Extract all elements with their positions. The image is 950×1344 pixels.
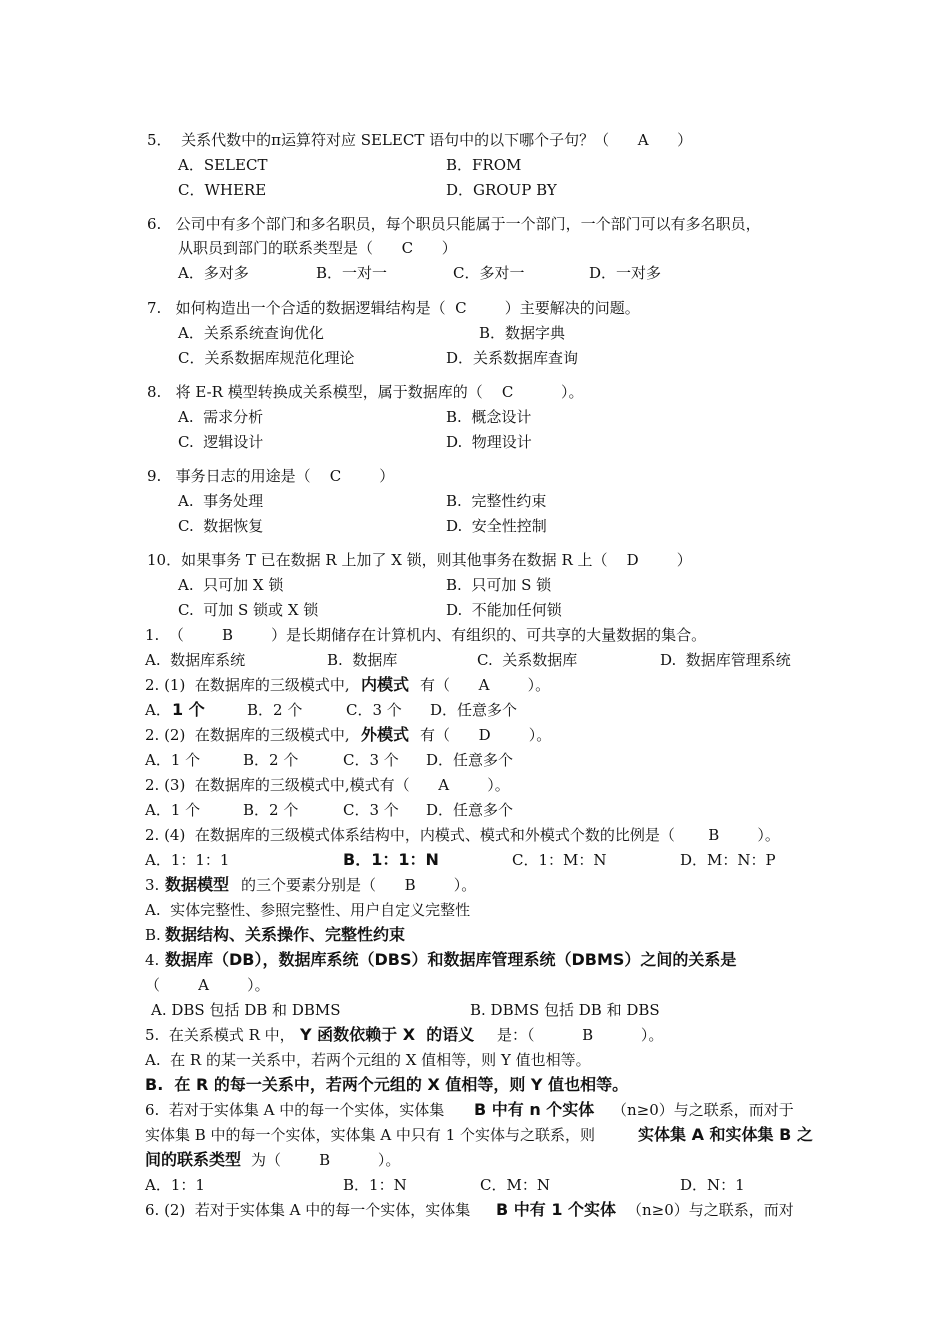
text-line: B．2 个 [243, 801, 299, 819]
text-line: 2. (1) 在数据库的三级模式中, [145, 676, 350, 694]
text-line: 2. (3) 在数据库的三级模式中,模式有（ A ）。 [145, 776, 510, 794]
text-line: D. 安全性控制 [446, 517, 547, 535]
text-line: 外模式 [361, 725, 410, 744]
text-line: B．2 个 [247, 701, 303, 719]
text-line: （ A ）。 [145, 976, 270, 994]
text-line: B. [145, 926, 161, 944]
text-line: C. 数据恢复 [178, 517, 264, 535]
text-line: 是：（ B ）。 [497, 1026, 664, 1044]
text-line: 数据结构、关系操作、完整性约束 [165, 925, 406, 944]
text-line: 2. (2) 在数据库的三级模式中, [145, 726, 350, 744]
text-line: （n≥0）与之联系，而对于 [612, 1101, 794, 1119]
text-line: A. 事务处理 [178, 492, 264, 510]
text-line: 实体集 A 和实体集 B 之 [638, 1125, 813, 1144]
text-line: 4. [145, 951, 160, 969]
text-line: B. DBMS 包括 DB 和 DBS [470, 1001, 660, 1019]
text-line: A．1 个 [145, 751, 201, 769]
text-line: D．关系数据库查询 [446, 349, 579, 367]
text-line: D．任意多个 [426, 751, 514, 769]
text-line: C．M：N [480, 1176, 550, 1194]
text-line: C．3 个 [343, 801, 399, 819]
text-line: 实体集 B 中的每一个实体，实体集 A 中只有 1 个实体与之联系，则 [145, 1126, 596, 1144]
text-line: B．FROM [446, 156, 522, 174]
text-line: C. 关系数据库 [477, 651, 578, 669]
text-line: 从职员到部门的联系类型是（ C ） [178, 239, 457, 257]
text-line: 5． 关系代数中的π运算符对应 SELECT 语句中的以下哪个子句？（ A ） [147, 131, 693, 149]
text-line: （n≥0）与之联系，而对 [627, 1201, 794, 1219]
text-line: D. 不能加任何锁 [446, 601, 562, 619]
text-line: C．WHERE [178, 181, 267, 199]
text-line: A．关系系统查询优化 [178, 324, 324, 342]
text-line: A. 在 R 的某一关系中，若两个元组的 X 值相等，则 Y 值也相等。 [145, 1051, 591, 1069]
text-line: A. 数据库系统 [145, 651, 246, 669]
text-line: 的三个要素分别是（ B ）。 [241, 876, 477, 894]
text-line: D．GROUP BY [446, 181, 557, 199]
text-line: 间的联系类型 [145, 1150, 242, 1169]
text-line: C．3 个 [346, 701, 402, 719]
text-line: C. 可加 S 锁或 X 锁 [178, 601, 319, 619]
text-line: D．任意多个 [430, 701, 518, 719]
text-line: C. 逻辑设计 [178, 433, 264, 451]
text-line: C．1：M：N [512, 851, 607, 869]
text-line: D. 物理设计 [446, 433, 532, 451]
text-line: B．一对一 [316, 264, 388, 282]
text-line: B. 概念设计 [446, 408, 532, 426]
text-line: B．数据字典 [479, 324, 566, 342]
text-line: 3. [145, 876, 160, 894]
text-line: 2. (4) 在数据库的三级模式体系结构中，内模式、模式和外模式个数的比例是（ B ）。 [145, 826, 780, 844]
text-line: C．多对一 [453, 264, 525, 282]
text-line: 数据库（DB），数据库系统（DBS）和数据库管理系统（DBMS）之间的关系是 [165, 950, 737, 969]
text-line: C．关系数据库规范化理论 [178, 349, 355, 367]
text-line: 1. （ B ）是长期储存在计算机内、有组织的、可共享的大量数据的集合。 [145, 626, 707, 644]
text-line: A．1 个 [145, 801, 201, 819]
text-line: D．M：N：P [680, 851, 776, 869]
text-line: D．N：1 [680, 1176, 745, 1194]
text-line: 有（ A ）。 [420, 676, 551, 694]
text-line: 10．如果事务 T 已在数据 R 上加了 X 锁，则其他事务在数据 R 上（ D ） [147, 551, 692, 569]
text-line: 有（ D ）。 [420, 726, 552, 744]
text-line: 5. 在关系模式 R 中， [145, 1026, 295, 1044]
text-line: A． [145, 701, 171, 719]
text-line: 6. 若对于实体集 A 中的每一个实体，实体集 [145, 1101, 445, 1119]
text-line: A. DBS 包括 DB 和 DBMS [151, 1001, 341, 1019]
text-line: D．任意多个 [426, 801, 514, 819]
text-line: A．SELECT [178, 156, 268, 174]
text-line: B．1：N [343, 1176, 407, 1194]
text-line: B. 完整性约束 [446, 492, 547, 510]
text-line: A．多对多 [178, 264, 249, 282]
text-line: A. 只可加 X 锁 [178, 576, 284, 594]
text-line: D．一对多 [589, 264, 662, 282]
text-line: 8. 将 E-R 模型转换成关系模型，属于数据库的（ C ）。 [147, 383, 584, 401]
text-line: 为（ B ）。 [251, 1151, 401, 1169]
text-line: 数据模型 [165, 875, 230, 894]
text-line: A．1：1 [145, 1176, 205, 1194]
text-line: 6. 公司中有多个部门和多名职员，每个职员只能属于一个部门，一个部门可以有多名职员， [147, 215, 761, 233]
text-line: A. 实体完整性、参照完整性、用户自定义完整性 [145, 901, 471, 919]
text-line: C．3 个 [343, 751, 399, 769]
text-line: B．1：1：N [343, 850, 439, 869]
text-line: B. 只可加 S 锁 [446, 576, 552, 594]
text-line: D. 数据库管理系统 [660, 651, 791, 669]
text-line: A．1：1：1 [145, 851, 230, 869]
text-line: B．2 个 [243, 751, 299, 769]
text-line: 1 个 [172, 700, 205, 719]
text-line: 内模式 [361, 675, 410, 694]
text-line: B. 数据库 [327, 651, 398, 669]
text-line: B 中有 1 个实体 [496, 1200, 617, 1219]
text-line: A. 需求分析 [178, 408, 264, 426]
text-line: Y 函数依赖于 X 的语义 [300, 1025, 475, 1044]
text-line: 9. 事务日志的用途是（ C ） [147, 467, 395, 485]
text-line: 7. 如何构造出一个合适的数据逻辑结构是（ C ）主要解决的问题。 [147, 299, 640, 317]
text-line: B. 在 R 的每一关系中，若两个元组的 X 值相等，则 Y 值也相等。 [145, 1075, 629, 1094]
text-line: B 中有 n 个实体 [474, 1100, 595, 1119]
text-line: 6. (2) 若对于实体集 A 中的每一个实体，实体集 [145, 1201, 471, 1219]
